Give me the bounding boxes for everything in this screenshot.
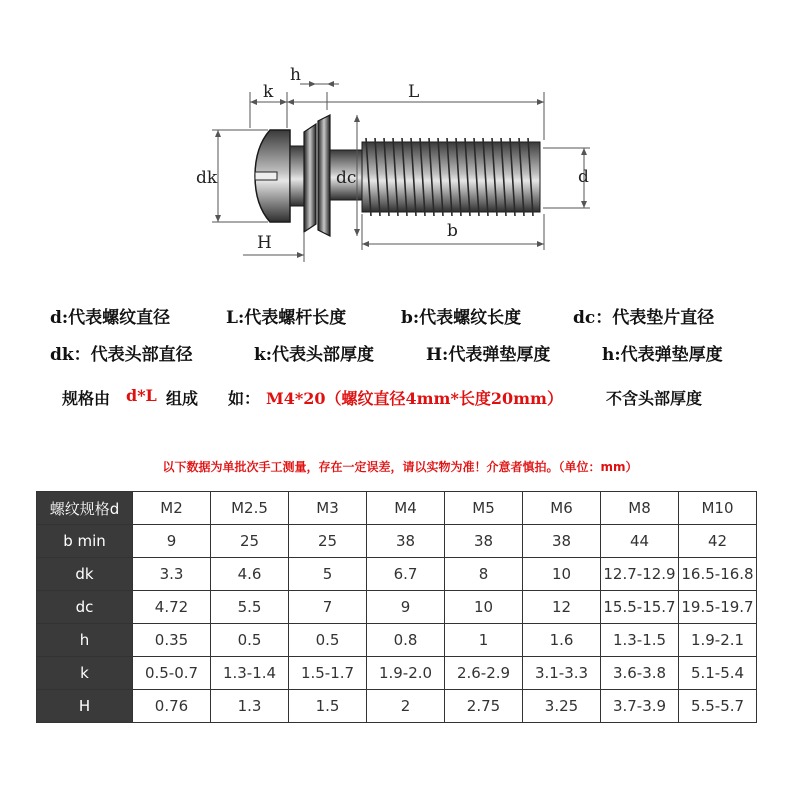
- spec-note-suffix: 组成: [166, 389, 199, 408]
- table-cell: 10: [523, 558, 601, 591]
- spec-note-example-label: 如：: [228, 389, 261, 408]
- label-d: d: [578, 167, 589, 187]
- legend-H: H:代表弹垫厚度: [426, 345, 551, 365]
- table-cell: 3.25: [523, 690, 601, 723]
- table-cell: 9: [133, 525, 211, 558]
- spring-washer: [304, 124, 316, 232]
- table-column-header: M10: [679, 492, 757, 525]
- table-row: [37, 591, 757, 624]
- spec-note-tail: 不含头部厚度: [606, 389, 703, 408]
- spec-note-formula: d*L: [126, 386, 157, 405]
- table-cell: 0.5-0.7: [133, 657, 211, 690]
- table-cell: 15.5-15.7: [601, 591, 679, 624]
- table-cell: 0.35: [133, 624, 211, 657]
- table-cell: 7: [289, 591, 367, 624]
- head-slot: [255, 172, 277, 180]
- table-cell: 0.5: [289, 624, 367, 657]
- label-h: h: [290, 65, 301, 85]
- spec-note-prefix: 规格由: [62, 389, 111, 408]
- table-cell: 38: [445, 525, 523, 558]
- legend-k: k:代表头部厚度: [254, 345, 375, 365]
- table-cell: 1.9-2.1: [679, 624, 757, 657]
- legend-L: L:代表螺杆长度: [226, 308, 347, 328]
- table-column-header: M5: [445, 492, 523, 525]
- screw-dimension-diagram: [0, 0, 800, 290]
- table-column-header: M2.5: [211, 492, 289, 525]
- label-dc: dc: [336, 168, 357, 188]
- label-b: b: [447, 221, 458, 241]
- table-cell: 0.5: [211, 624, 289, 657]
- spec-table: [36, 491, 757, 723]
- table-row: [37, 624, 757, 657]
- table-column-header: M3: [289, 492, 367, 525]
- label-L: L: [408, 82, 420, 102]
- table-cell: 38: [523, 525, 601, 558]
- table-cell: 10: [445, 591, 523, 624]
- table-column-header: M2: [133, 492, 211, 525]
- legend-dk: dk：代表头部直径: [50, 345, 193, 365]
- table-row-label: dc: [37, 591, 133, 624]
- legend-b: b:代表螺纹长度: [401, 308, 522, 328]
- table-row-label: h: [37, 624, 133, 657]
- table-cell: 42: [679, 525, 757, 558]
- table-cell: 2: [367, 690, 445, 723]
- table-cell: 1.9-2.0: [367, 657, 445, 690]
- table-row: [37, 558, 757, 591]
- table-cell: 4.72: [133, 591, 211, 624]
- spec-note-example: M4*20（螺纹直径4mm*长度20mm）: [266, 389, 563, 408]
- table-cell: 1: [445, 624, 523, 657]
- table-cell: 1.3: [211, 690, 289, 723]
- table-cell: 3.1-3.3: [523, 657, 601, 690]
- table-cell: 0.76: [133, 690, 211, 723]
- table-cell: 38: [367, 525, 445, 558]
- legend-h: h:代表弹垫厚度: [602, 345, 723, 365]
- legend-d: d:代表螺纹直径: [50, 308, 171, 328]
- table-cell: 5.5: [211, 591, 289, 624]
- table-cell: 12: [523, 591, 601, 624]
- table-header-label: 螺纹规格d: [37, 492, 133, 525]
- table-cell: 4.6: [211, 558, 289, 591]
- label-H: H: [257, 233, 272, 253]
- table-column-header: M6: [523, 492, 601, 525]
- table-cell: 2.75: [445, 690, 523, 723]
- table-cell: 12.7-12.9: [601, 558, 679, 591]
- table-column-header: M8: [601, 492, 679, 525]
- measurement-notice: 以下数据为单批次手工测量，存在一定误差，请以实物为准！介意者慎拍。（单位：mm）: [162, 460, 638, 474]
- table-cell: 5: [289, 558, 367, 591]
- table-cell: 5.5-5.7: [679, 690, 757, 723]
- flat-washer: [318, 115, 330, 236]
- table-cell: 16.5-16.8: [679, 558, 757, 591]
- table-column-header: M4: [367, 492, 445, 525]
- table-cell: 2.6-2.9: [445, 657, 523, 690]
- table-row-label: k: [37, 657, 133, 690]
- table-cell: 5.1-5.4: [679, 657, 757, 690]
- table-cell: 1.6: [523, 624, 601, 657]
- table-row: [37, 525, 757, 558]
- table-cell: 1.5-1.7: [289, 657, 367, 690]
- table-cell: 3.3: [133, 558, 211, 591]
- table-row-label: b min: [37, 525, 133, 558]
- table-cell: 25: [289, 525, 367, 558]
- table-cell: 3.7-3.9: [601, 690, 679, 723]
- label-k: k: [263, 82, 274, 102]
- table-cell: 9: [367, 591, 445, 624]
- table-cell: 8: [445, 558, 523, 591]
- table-row-label: H: [37, 690, 133, 723]
- table-cell: 0.8: [367, 624, 445, 657]
- table-cell: 1.5: [289, 690, 367, 723]
- table-row-label: dk: [37, 558, 133, 591]
- table-cell: 25: [211, 525, 289, 558]
- table-cell: 44: [601, 525, 679, 558]
- table-cell: 6.7: [367, 558, 445, 591]
- table-row: [37, 657, 757, 690]
- table-cell: 1.3-1.4: [211, 657, 289, 690]
- table-cell: 1.3-1.5: [601, 624, 679, 657]
- table-header-row: [37, 492, 757, 525]
- table-cell: 3.6-3.8: [601, 657, 679, 690]
- table-cell: 19.5-19.7: [679, 591, 757, 624]
- legend-dc: dc：代表垫片直径: [573, 308, 715, 328]
- table-row: [37, 690, 757, 723]
- screw-neck: [290, 146, 304, 206]
- label-dk: dk: [196, 168, 218, 188]
